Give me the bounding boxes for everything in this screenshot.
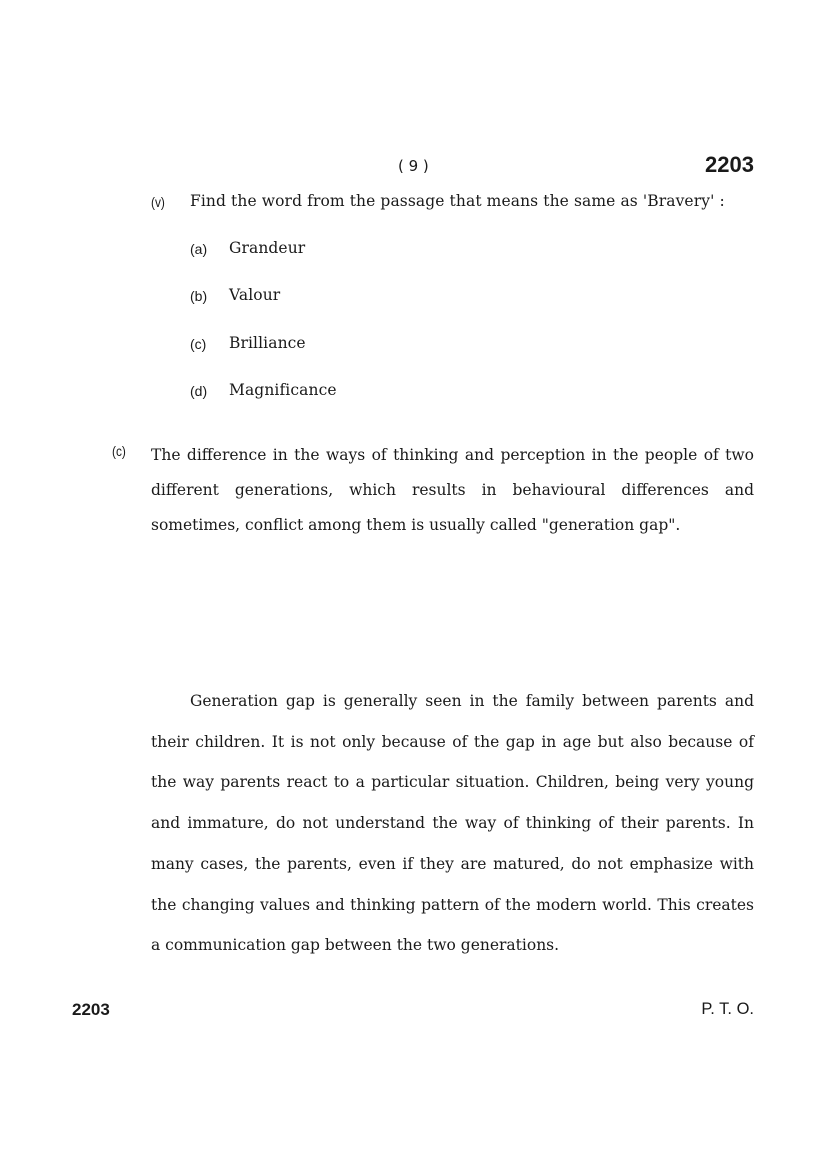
option-d-text: Magnificance [229, 381, 337, 399]
paper-code-footer: 2203 [72, 1000, 110, 1019]
option-a-label: (a) [190, 241, 208, 257]
option-a-text: Grandeur [229, 239, 306, 257]
paragraph-line: a communication gap between the two generations. [151, 936, 560, 955]
paper-code-header: 2203 [705, 152, 754, 177]
question-text: Find the word from the passage that means the same as 'Bravery' : [190, 192, 725, 210]
page-number: ( 9 ) [398, 157, 429, 175]
option-b-text: Valour [229, 286, 281, 304]
pto-label: P. T. O. [701, 1000, 754, 1018]
paragraph-line: many cases, the parents, even if they are matured, do not emphasize with [151, 854, 754, 873]
paragraph-line: their children. It is not only because of the gap in age but also because of [151, 732, 754, 751]
paragraph-line: different generations, which results in behavioural differences and [151, 481, 754, 499]
option-c-label: (c) [190, 336, 207, 352]
passage-paragraph [151, 681, 754, 966]
question-number: (v) [151, 194, 165, 210]
paragraph-line: the changing values and thinking pattern of the modern world. This creates [151, 895, 754, 914]
paragraph-line: The difference in the ways of thinking and perception in the people of two [151, 446, 754, 464]
option-b-label: (b) [190, 288, 208, 304]
paragraph-line: sometimes, conflict among them is usually called "generation gap". [151, 516, 681, 534]
paragraph-line: the way parents react to a particular situation. Children, being very young [151, 773, 754, 792]
section-number: (c) [112, 443, 126, 459]
paragraph-line: Generation gap is generally seen in the family between parents and [190, 692, 754, 710]
option-c-text: Brilliance [229, 334, 306, 352]
section-c-paragraph [151, 438, 754, 543]
paragraph-line: and immature, do not understand the way of thinking of their parents. In [151, 814, 754, 833]
option-d-label: (d) [190, 383, 208, 399]
